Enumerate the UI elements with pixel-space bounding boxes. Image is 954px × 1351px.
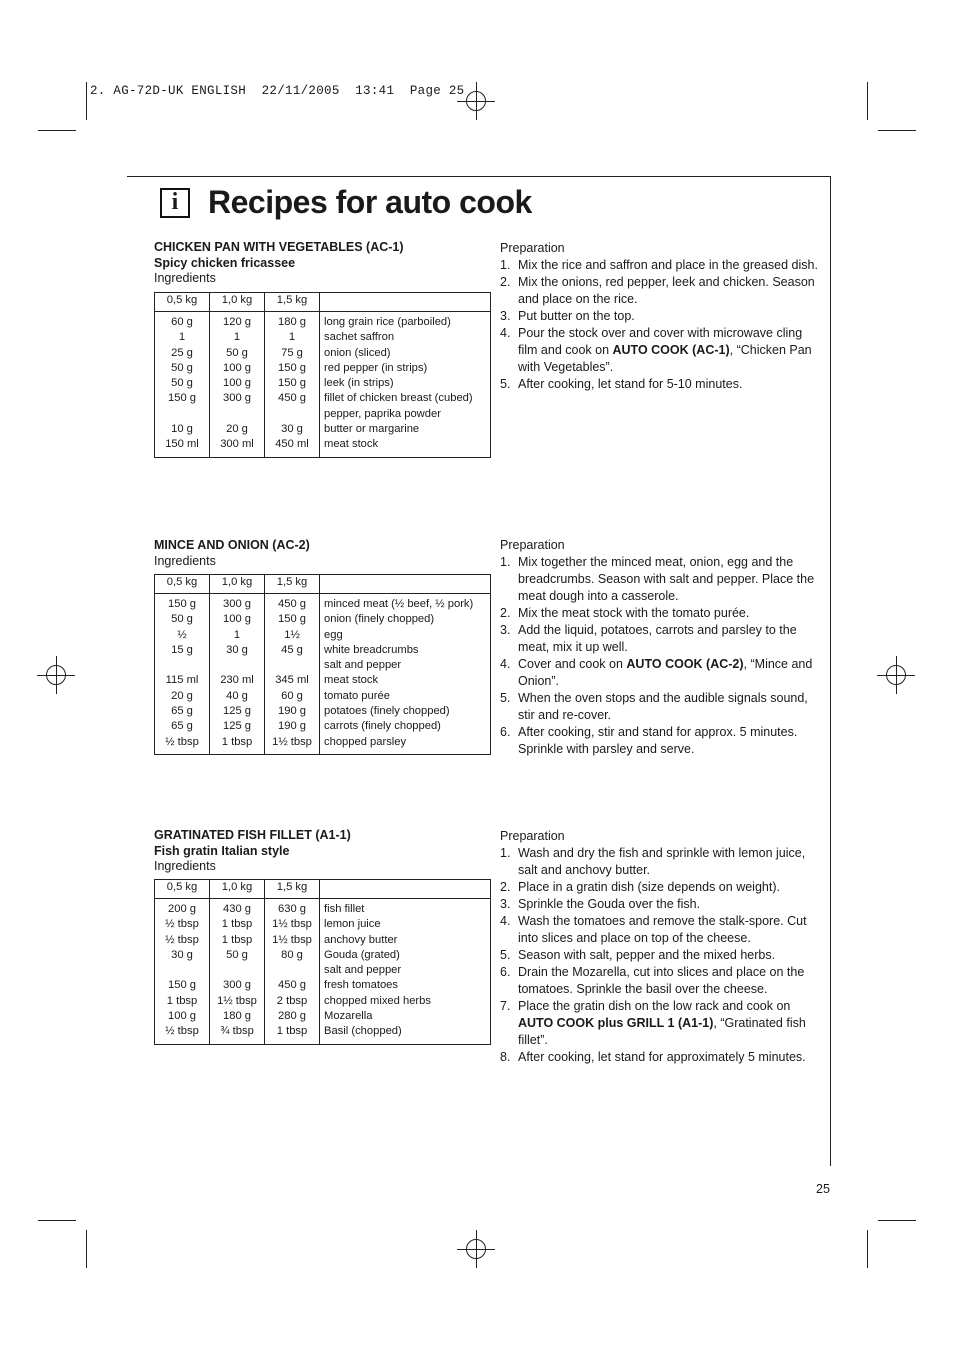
quantity-cell: 40 g [210,689,265,704]
step-number: 8. [500,1050,511,1064]
table-header-row [155,293,491,312]
ingredient-cell: tomato purée [324,689,390,702]
quantity-cell [155,658,210,673]
quantity-cell: 345 ml [265,673,320,688]
crop-mark [878,130,916,131]
column-header [320,293,491,312]
ingredients-table [154,292,491,458]
step-number: 5. [500,948,511,962]
preparation [500,828,822,1066]
ingredient-cell: Mozarella [324,1010,373,1023]
preparation-steps [500,554,822,758]
ingredient-cell: red pepper (in strips) [324,361,428,374]
ingredient-cell: fresh tomatoes [324,979,398,992]
step-number: 4. [500,326,511,340]
quantity-cell [265,658,320,673]
preparation-step [500,690,822,724]
ingredient-cell: meat stock [324,674,379,687]
table-row [155,735,491,755]
step-text: , “Chicken Pan with Vegetables”. [518,343,812,374]
ingredient-cell: onion (finely chopped) [324,613,435,626]
quantity-cell: 1 tbsp [155,994,210,1009]
column-header: 1,5 kg [265,293,320,312]
step-text: Place in a gratin dish (size depends on weight). [518,880,780,894]
page-title: Recipes for auto cook [208,184,532,220]
column-header: 0,5 kg [155,880,210,899]
step-number: 7. [500,999,511,1013]
preparation-label: Preparation [500,241,565,255]
step-text: Place the gratin dish on the low rack and cook on [518,999,791,1013]
recipe-subtitle: Spicy chicken fricassee [154,255,296,270]
preparation-label: Preparation [500,829,565,843]
step-number: 4. [500,657,511,671]
ingredient-cell: leek (in strips) [324,377,394,390]
quantity-cell: 450 g [265,391,320,406]
step-number: 1. [500,846,511,860]
ingredient-cell: egg [324,628,343,641]
step-number: 5. [500,691,511,705]
crop-mark [38,130,76,131]
table-row [155,312,491,331]
ingredient-cell: pepper, paprika powder [324,407,441,420]
quantity-cell: ½ tbsp [155,1024,210,1044]
ingredients-label: Ingredients [154,553,216,568]
quantity-cell: 50 g [155,612,210,627]
quantity-cell [210,658,265,673]
preparation-step [500,879,822,896]
table-row [155,673,491,688]
ingredient-cell: sachet saffron [324,331,395,344]
quantity-cell: 120 g [210,312,265,331]
ingredient-cell: lemon juice [324,918,381,931]
quantity-cell: 280 g [265,1009,320,1024]
table-row [155,628,491,643]
table-row [155,612,491,627]
preparation [500,240,822,393]
quantity-cell: 190 g [265,719,320,734]
table-header-row [155,575,491,594]
quantity-cell: 1 [265,330,320,345]
table-row [155,1009,491,1024]
quantity-cell: 65 g [155,719,210,734]
table-row [155,899,491,918]
quantity-cell: 20 g [155,689,210,704]
crop-mark [867,1230,868,1268]
step-text: When the oven stops and the audible signals sound, stir and re-cover. [518,691,808,722]
table-row [155,917,491,932]
ingredient-cell: salt and pepper [324,964,402,977]
quantity-cell: ½ tbsp [155,735,210,755]
step-number: 3. [500,897,511,911]
quantity-cell: 150 g [265,361,320,376]
quantity-cell: 1 tbsp [210,917,265,932]
step-program-name: AUTO COOK plus GRILL 1 (A1-1) [518,1016,714,1030]
quantity-cell [210,963,265,978]
table-row [155,376,491,391]
ingredient-cell: fish fillet [324,903,365,915]
column-header: 1,5 kg [265,880,320,899]
quantity-cell: 190 g [265,704,320,719]
column-header: 0,5 kg [155,293,210,312]
crop-mark [86,82,87,120]
quantity-cell [265,407,320,422]
step-text: Season with salt, pepper and the mixed herbs. [518,948,776,962]
quantity-cell: 1½ tbsp [210,994,265,1009]
ingredient-cell: Gouda (grated) [324,948,400,961]
step-number: 3. [500,309,511,323]
step-text: Pour the stock over and cover with microwave cling film and cook on [518,326,803,357]
quantity-cell: 100 g [210,376,265,391]
preparation-step [500,947,822,964]
ingredient-cell: chopped mixed herbs [324,994,431,1007]
ingredient-cell: fillet of chicken breast (cubed) [324,392,473,405]
step-number: 1. [500,555,511,569]
table-row [155,704,491,719]
ingredient-cell: potatoes (finely chopped) [324,705,450,718]
preparation-step [500,724,822,758]
quantity-cell: 80 g [265,948,320,963]
quantity-cell: 30 g [155,948,210,963]
preparation-step [500,308,822,325]
step-text: Cover and cook on [518,657,627,671]
crop-mark [867,82,868,120]
registration-mark-icon [37,656,75,694]
ingredients-table [154,879,491,1045]
table-row [155,719,491,734]
step-number: 6. [500,965,511,979]
step-text: After cooking, let stand for 5-10 minutes. [518,377,743,391]
step-text: Wash the tomatoes and remove the stalk-spore. Cut into slices and place on top of the cheese. [518,914,807,945]
table-row [155,391,491,406]
quantity-cell: 150 g [265,376,320,391]
preparation-step [500,554,822,605]
quantity-cell: 450 g [265,594,320,613]
table-row [155,933,491,948]
column-header: 1,0 kg [210,880,265,899]
quantity-cell: 45 g [265,643,320,658]
crop-mark [38,1220,76,1221]
column-header: 1,5 kg [265,575,320,594]
table-row [155,1024,491,1044]
quantity-cell: 450 g [265,978,320,993]
quantity-cell: 230 ml [210,673,265,688]
ingredient-cell: Basil (chopped) [324,1025,402,1038]
quantity-cell [210,407,265,422]
crop-mark [878,1220,916,1221]
quantity-cell: 60 g [265,689,320,704]
recipe-title: MINCE AND ONION (AC-2) [154,538,310,552]
quantity-cell: ½ tbsp [155,933,210,948]
table-row [155,658,491,673]
ingredient-cell: minced meat (½ beef, ½ pork) [324,598,474,610]
quantity-cell: ½ tbsp [155,917,210,932]
column-header: 1,0 kg [210,293,265,312]
quantity-cell: 150 g [155,594,210,613]
preparation-step [500,656,822,690]
step-text: Mix the rice and saffron and place in the greased dish. [518,258,818,272]
quantity-cell: 30 g [265,422,320,437]
quantity-cell: 50 g [210,346,265,361]
step-number: 1. [500,258,511,272]
quantity-cell: 300 g [210,978,265,993]
step-text: Wash and dry the fish and sprinkle with lemon juice, salt and anchovy butter. [518,846,806,877]
recipe-title: GRATINATED FISH FILLET (A1-1) [154,828,351,842]
table-row [155,361,491,376]
ingredient-cell: long grain rice (parboiled) [324,316,451,328]
step-number: 2. [500,880,511,894]
step-text: Mix the meat stock with the tomato purée. [518,606,750,620]
step-text: After cooking, stir and stand for approx. 5 minutes. Sprinkle with parsley and serve. [518,725,798,756]
step-number: 6. [500,725,511,739]
registration-mark-icon [457,1230,495,1268]
ingredients-label: Ingredients [154,859,216,873]
ingredient-cell: carrots (finely chopped) [324,720,441,733]
ingredient-cell: salt and pepper [324,659,402,672]
quantity-cell: 100 g [210,612,265,627]
quantity-cell: 2 tbsp [265,994,320,1009]
ingredient-cell: onion (sliced) [324,346,391,359]
table-row [155,407,491,422]
quantity-cell: ½ [155,628,210,643]
step-text: Mix together the minced meat, onion, egg and the breadcrumbs. Season with salt and pepper. Place the meat dough into a casserole. [518,555,815,603]
quantity-cell: 1 [210,628,265,643]
quantity-cell [265,963,320,978]
recipe-title: CHICKEN PAN WITH VEGETABLES (AC-1) [154,240,404,254]
recipe-heading [154,538,310,569]
quantity-cell: 300 ml [210,437,265,457]
preparation-label: Preparation [500,538,565,552]
ingredient-cell: anchovy butter [324,933,398,946]
quantity-cell: 180 g [210,1009,265,1024]
step-number: 2. [500,606,511,620]
step-program-name: AUTO COOK (AC-1) [612,343,730,357]
quantity-cell: 25 g [155,346,210,361]
preparation-step [500,964,822,998]
info-icon: i [160,188,190,218]
quantity-cell [155,963,210,978]
quantity-cell: 150 g [155,978,210,993]
quantity-cell: 150 ml [155,437,210,457]
ingredients-table [154,574,491,755]
ingredients-label: Ingredients [154,271,216,285]
quantity-cell: 1½ tbsp [265,735,320,755]
step-text: Add the liquid, potatoes, carrots and parsley to the meat, mix it up well. [518,623,797,654]
quantity-cell: 30 g [210,643,265,658]
preparation-step [500,325,822,376]
step-text: Put butter on the top. [518,309,635,323]
quantity-cell: 65 g [155,704,210,719]
table-row [155,643,491,658]
page-number: 25 [816,1182,830,1196]
table-row [155,594,491,613]
preparation-step [500,998,822,1049]
registration-mark-icon [457,82,495,120]
quantity-cell: 430 g [210,899,265,918]
quantity-cell: 60 g [155,312,210,331]
step-text: Mix the onions, red pepper, leek and chicken. Season and place on the rice. [518,275,815,306]
preparation [500,537,822,758]
table-row [155,689,491,704]
step-number: 3. [500,623,511,637]
quantity-cell: 150 g [155,391,210,406]
quantity-cell: 125 g [210,704,265,719]
quantity-cell: 115 ml [155,673,210,688]
table-row [155,437,491,457]
recipe-heading [154,240,404,287]
quantity-cell: 75 g [265,346,320,361]
quantity-cell: 125 g [210,719,265,734]
ingredient-cell: white breadcrumbs [324,643,419,656]
preparation-step [500,913,822,947]
table-row [155,948,491,963]
table-row [155,330,491,345]
preparation-step [500,274,822,308]
quantity-cell: 1 tbsp [210,735,265,755]
registration-mark-icon [877,656,915,694]
table-header-row [155,880,491,899]
quantity-cell: 150 g [265,612,320,627]
quantity-cell: 300 g [210,594,265,613]
header-rule [127,176,831,177]
recipe-subtitle: Fish gratin Italian style [154,843,290,858]
preparation-step [500,845,822,879]
step-text: , “Mince and Onion”. [518,657,813,688]
preparation-steps [500,257,822,393]
preparation-step [500,1049,822,1066]
quantity-cell: 630 g [265,899,320,918]
step-number: 4. [500,914,511,928]
ingredient-cell: meat stock [324,438,379,451]
page-title-block [160,184,532,221]
preparation-step [500,257,822,274]
column-header: 0,5 kg [155,575,210,594]
step-text: , “Gratinated fish fillet”. [518,1016,806,1047]
step-text: After cooking, let stand for approximately 5 minutes. [518,1050,806,1064]
table-row [155,422,491,437]
preparation-step [500,622,822,656]
quantity-cell: 180 g [265,312,320,331]
table-row [155,994,491,1009]
quantity-cell: 50 g [155,376,210,391]
quantity-cell: 1½ tbsp [265,933,320,948]
step-program-name: AUTO COOK (AC-2) [626,657,744,671]
quantity-cell: 1½ [265,628,320,643]
table-row [155,978,491,993]
quantity-cell: 100 g [210,361,265,376]
table-row [155,963,491,978]
quantity-cell: 1 tbsp [210,933,265,948]
quantity-cell: 50 g [210,948,265,963]
quantity-cell: 1½ tbsp [265,917,320,932]
step-number: 5. [500,377,511,391]
preparation-step [500,896,822,913]
quantity-cell: 15 g [155,643,210,658]
column-header: 1,0 kg [210,575,265,594]
quantity-cell: 10 g [155,422,210,437]
quantity-cell: 450 ml [265,437,320,457]
step-text: Sprinkle the Gouda over the fish. [518,897,701,911]
preparation-step [500,605,822,622]
crop-mark [86,1230,87,1268]
quantity-cell: 100 g [155,1009,210,1024]
quantity-cell: 200 g [155,899,210,918]
preparation-step [500,376,822,393]
preparation-steps [500,845,822,1066]
quantity-cell: 20 g [210,422,265,437]
quantity-cell: ¾ tbsp [210,1024,265,1044]
quantity-cell: 300 g [210,391,265,406]
ingredient-cell: chopped parsley [324,735,407,748]
quantity-cell [155,407,210,422]
step-number: 2. [500,275,511,289]
column-header [320,880,491,899]
ingredient-cell: butter or margarine [324,423,420,436]
quantity-cell: 1 [210,330,265,345]
right-rule [830,176,831,1166]
table-row [155,346,491,361]
printer-slug: 2. AG-72D-UK ENGLISH 22/11/2005 13:41 Page 25 [90,84,465,98]
quantity-cell: 1 [155,330,210,345]
recipe-heading [154,828,351,875]
step-text: Drain the Mozarella, cut into slices and place on the tomatoes. Sprinkle the basil over the cheese. [518,965,805,996]
quantity-cell: 50 g [155,361,210,376]
quantity-cell: 1 tbsp [265,1024,320,1044]
column-header [320,575,491,594]
